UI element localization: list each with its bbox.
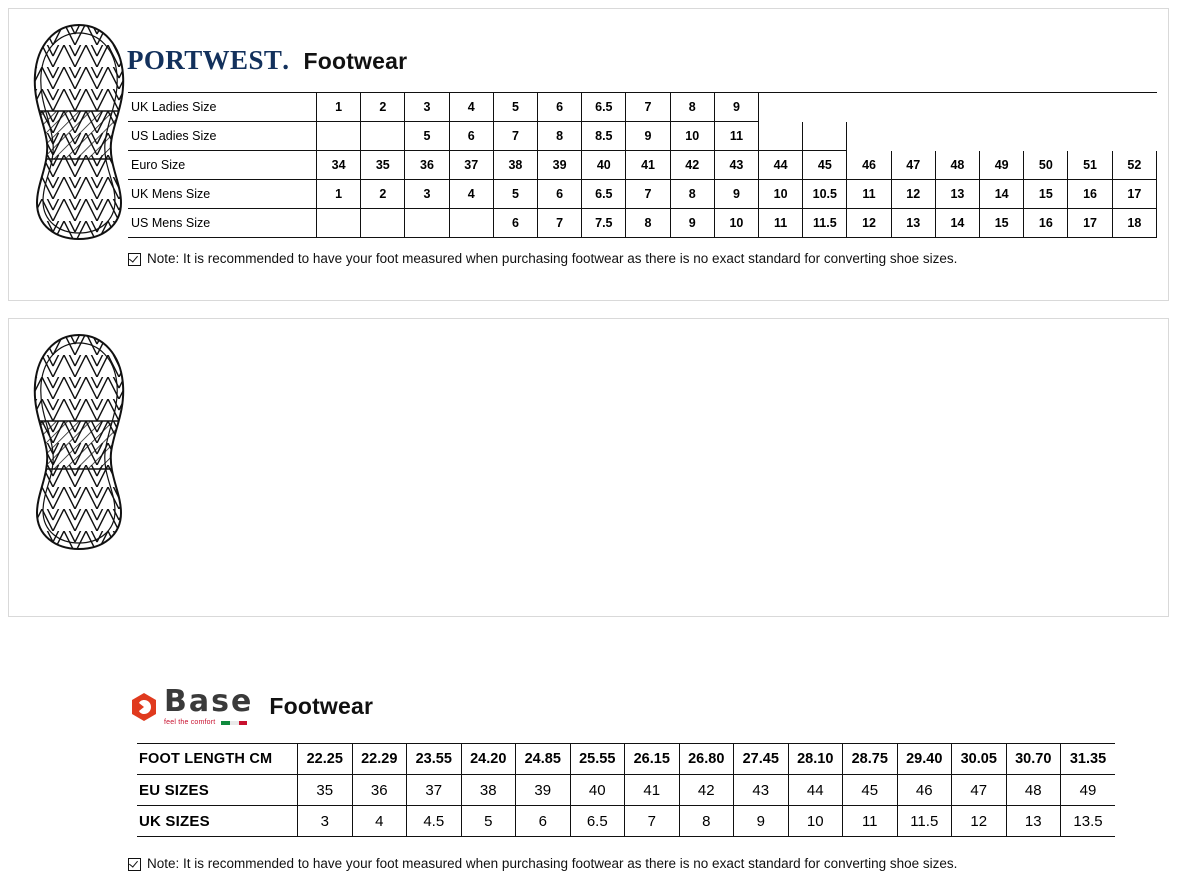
cell-empty [317, 209, 361, 238]
cell: 7 [626, 93, 670, 122]
cell [317, 122, 361, 151]
cell: 4.5 [407, 806, 462, 837]
cell-empty [935, 122, 979, 151]
portwest-size-table-wrapper [128, 92, 1157, 238]
cell: 4 [449, 93, 493, 122]
cell: 12 [891, 180, 935, 209]
cell: 7 [493, 122, 537, 151]
cell: 6 [516, 806, 571, 837]
cell: 42 [679, 775, 734, 806]
portwest-size-table [128, 92, 1157, 238]
cell-empty [1024, 93, 1068, 122]
cell: 26.80 [679, 744, 734, 775]
cell-empty [759, 122, 803, 151]
cell: 7.5 [582, 209, 626, 238]
cell: 8 [626, 209, 670, 238]
cell: 38 [493, 151, 537, 180]
checkbox-checked-icon [128, 858, 141, 871]
cell: 11 [714, 122, 758, 151]
cell: 14 [980, 180, 1024, 209]
cell-empty [891, 122, 935, 151]
cell: 26.15 [625, 744, 680, 775]
cell-empty [1112, 93, 1156, 122]
cell: 9 [734, 806, 789, 837]
cell: 34 [317, 151, 361, 180]
cell: 15 [980, 209, 1024, 238]
portwest-header [127, 45, 407, 76]
portwest-panel [8, 8, 1169, 301]
cell: 52 [1112, 151, 1156, 180]
cell-empty [361, 209, 405, 238]
cell: 11 [847, 180, 891, 209]
cell: 40 [570, 775, 625, 806]
cell: 23.55 [407, 744, 462, 775]
cell: 14 [935, 209, 979, 238]
cell: 24.20 [461, 744, 516, 775]
cell-empty [891, 93, 935, 122]
cell: 17 [1112, 180, 1156, 209]
cell: 3 [298, 806, 353, 837]
table-row [128, 151, 1157, 180]
base-header [129, 684, 374, 726]
cell: 8 [679, 806, 734, 837]
cell: 11.5 [803, 209, 847, 238]
cell: 2 [361, 93, 405, 122]
cell: 13 [891, 209, 935, 238]
cell: 6 [493, 209, 537, 238]
cell: 6 [538, 93, 582, 122]
cell: 4 [352, 806, 407, 837]
cell-empty [980, 93, 1024, 122]
portwest-note [128, 251, 957, 267]
cell-empty [1112, 122, 1156, 151]
cell: 3 [405, 93, 449, 122]
row-label: Euro Size [128, 151, 317, 180]
cell: 17 [1068, 209, 1112, 238]
cell: 37 [407, 775, 462, 806]
cell: 46 [897, 775, 952, 806]
cell: 31.35 [1061, 744, 1116, 775]
cell: 9 [670, 209, 714, 238]
cell: 6.5 [582, 180, 626, 209]
cell: 8 [670, 93, 714, 122]
cell: 37 [449, 151, 493, 180]
cell-empty [449, 209, 493, 238]
cell: 41 [626, 151, 670, 180]
cell: 29.40 [897, 744, 952, 775]
cell: 2 [361, 180, 405, 209]
cell: 9 [714, 180, 758, 209]
cell: 27.45 [734, 744, 789, 775]
cell: 28.75 [843, 744, 898, 775]
cell: 16 [1024, 209, 1068, 238]
cell: 47 [891, 151, 935, 180]
cell: 7 [625, 806, 680, 837]
row-label: US Ladies Size [128, 122, 317, 151]
cell: 8 [670, 180, 714, 209]
table-row [128, 180, 1157, 209]
cell [361, 122, 405, 151]
cell-empty [803, 122, 847, 151]
cell: 12 [952, 806, 1007, 837]
cell: 35 [298, 775, 353, 806]
cell-empty [847, 93, 891, 122]
cell: 49 [1061, 775, 1116, 806]
cell-empty [1024, 122, 1068, 151]
cell: 30.70 [1006, 744, 1061, 775]
cell: 5 [493, 180, 537, 209]
cell: 44 [759, 151, 803, 180]
cell: 45 [843, 775, 898, 806]
cell: 48 [1006, 775, 1061, 806]
cell: 46 [847, 151, 891, 180]
cell: 47 [952, 775, 1007, 806]
cell: 11 [759, 209, 803, 238]
cell: 45 [803, 151, 847, 180]
cell: 13.5 [1061, 806, 1116, 837]
base-size-table-wrapper [137, 743, 1115, 837]
base-size-table [137, 743, 1115, 837]
cell-empty [803, 93, 847, 122]
cell: 6.5 [582, 93, 626, 122]
cell: 9 [626, 122, 670, 151]
cell: 7 [538, 209, 582, 238]
cell: 10 [759, 180, 803, 209]
cell: 25.55 [570, 744, 625, 775]
row-label: UK SIZES [137, 806, 298, 837]
base-note [128, 856, 957, 872]
cell: 50 [1024, 151, 1068, 180]
shoe-sole-illustration-portwest [31, 23, 127, 241]
portwest-logo-dot: . [282, 45, 290, 75]
cell-empty [847, 122, 891, 151]
table-row [128, 209, 1157, 238]
cell: 10 [714, 209, 758, 238]
cell: 18 [1112, 209, 1156, 238]
cell: 6.5 [570, 806, 625, 837]
cell: 48 [935, 151, 979, 180]
cell: 3 [405, 180, 449, 209]
cell: 1 [317, 93, 361, 122]
cell: 6 [538, 180, 582, 209]
cell: 28.10 [788, 744, 843, 775]
cell-empty [759, 93, 803, 122]
cell: 11.5 [897, 806, 952, 837]
base-brand-text: Base [164, 684, 254, 719]
portwest-logo-text: PORTWEST [127, 45, 283, 75]
portwest-table-body [128, 93, 1157, 238]
cell: 5 [461, 806, 516, 837]
cell: 5 [405, 122, 449, 151]
base-table-body [137, 744, 1115, 837]
cell: 41 [625, 775, 680, 806]
portwest-note-text: Note: It is recommended to have your foot measured when purchasing footwear as there is no exact standard for converting shoe sizes. [147, 251, 958, 266]
cell: 13 [1006, 806, 1061, 837]
row-label: US Mens Size [128, 209, 317, 238]
cell: 22.25 [298, 744, 353, 775]
cell: 1 [317, 180, 361, 209]
base-tagline-text: feel the comfort [164, 719, 216, 726]
table-row [128, 122, 1157, 151]
table-row [137, 744, 1115, 775]
cell: 12 [847, 209, 891, 238]
base-panel [8, 318, 1169, 871]
cell: 51 [1068, 151, 1112, 180]
cell-empty [935, 93, 979, 122]
cell: 11 [843, 806, 898, 837]
cell: 36 [405, 151, 449, 180]
base-hexagon-logo-icon [129, 692, 159, 722]
cell: 13 [935, 180, 979, 209]
cell: 4 [449, 180, 493, 209]
base-tagline-row [164, 719, 253, 726]
row-label: FOOT LENGTH CM [137, 744, 298, 775]
cell: 10.5 [803, 180, 847, 209]
row-label: UK Ladies Size [128, 93, 317, 122]
base-wordmark [164, 684, 254, 726]
italian-flag-icon [221, 721, 247, 725]
cell: 35 [361, 151, 405, 180]
base-note-text: Note: It is recommended to have your foot measured when purchasing footwear as there is no exact standard for converting shoe sizes. [147, 856, 958, 871]
cell: 24.85 [516, 744, 571, 775]
cell: 44 [788, 775, 843, 806]
cell: 49 [980, 151, 1024, 180]
cell-empty [1068, 93, 1112, 122]
table-row [137, 806, 1115, 837]
cell: 10 [670, 122, 714, 151]
table-row [128, 93, 1157, 122]
cell: 16 [1068, 180, 1112, 209]
cell-empty [1068, 122, 1112, 151]
cell: 15 [1024, 180, 1068, 209]
cell-empty [980, 122, 1024, 151]
cell: 7 [626, 180, 670, 209]
base-category-title: Footwear [269, 693, 374, 719]
cell: 42 [670, 151, 714, 180]
row-label: UK Mens Size [128, 180, 317, 209]
cell: 39 [516, 775, 571, 806]
cell: 5 [493, 93, 537, 122]
cell: 30.05 [952, 744, 1007, 775]
cell: 36 [352, 775, 407, 806]
checkbox-checked-icon [128, 253, 141, 266]
cell: 6 [449, 122, 493, 151]
cell: 8.5 [582, 122, 626, 151]
portwest-category-title: Footwear [303, 48, 408, 74]
shoe-sole-illustration-base [31, 333, 127, 551]
cell: 38 [461, 775, 516, 806]
cell: 40 [582, 151, 626, 180]
cell: 22.29 [352, 744, 407, 775]
row-label: EU SIZES [137, 775, 298, 806]
cell: 9 [714, 93, 758, 122]
cell-empty [405, 209, 449, 238]
cell: 8 [538, 122, 582, 151]
table-row [137, 775, 1115, 806]
cell: 43 [714, 151, 758, 180]
cell: 10 [788, 806, 843, 837]
cell: 39 [538, 151, 582, 180]
cell: 43 [734, 775, 789, 806]
